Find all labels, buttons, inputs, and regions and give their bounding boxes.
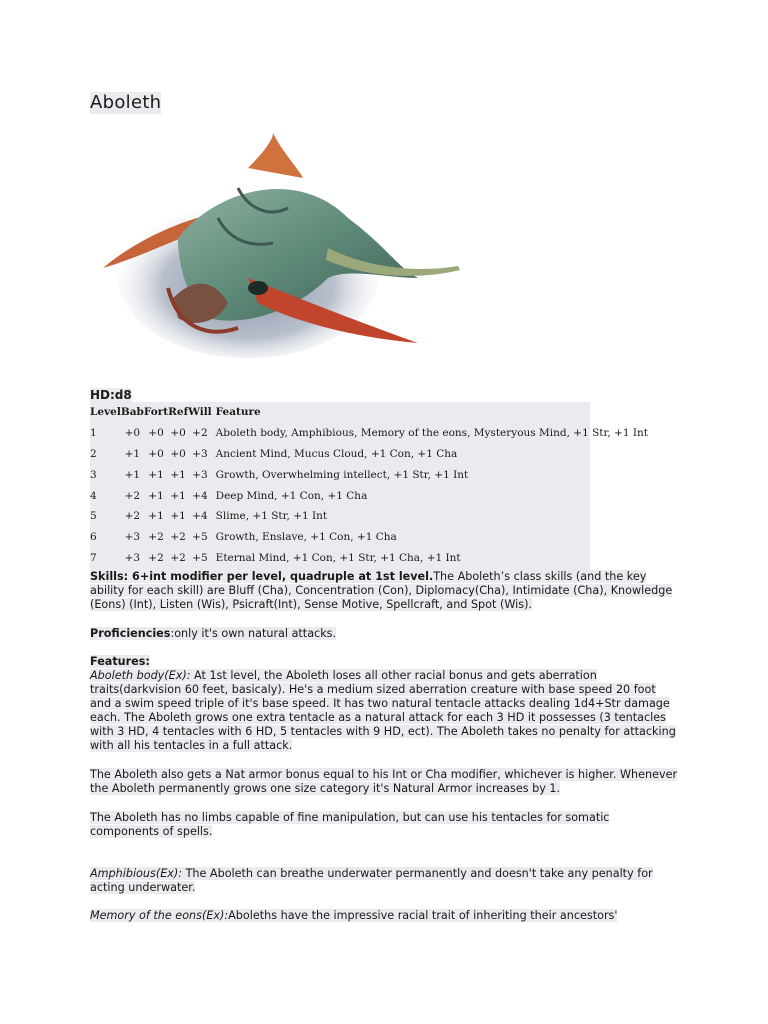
table-row — [90, 485, 648, 506]
table-row — [90, 444, 648, 465]
proficiencies-label: Proficiencies — [90, 627, 171, 640]
feature-cell: Slime, +1 Str, +1 Int — [215, 510, 328, 523]
will-cell: +5 — [192, 531, 208, 544]
bab-cell: +0 — [124, 427, 141, 440]
level-cell: 4 — [90, 489, 97, 502]
fort-cell: +1 — [148, 489, 164, 502]
aboleth-illustration — [98, 128, 468, 360]
column-header-bab: Bab — [120, 406, 144, 419]
bab-cell: +3 — [124, 551, 141, 564]
skills-paragraph — [90, 570, 680, 612]
bab-cell: +1 — [124, 447, 141, 460]
skills-text: The Aboleth’s class skills (and the key ability for each skill) are Bluff (Cha), Concentration (Con), Diplomacy(Cha), Intimidate (Cha), Knowledge (Eons) (Int), Listen (Wis), Psicraft(Int), Sense Motive, Spellcraft, and Spot (Wis). — [90, 570, 673, 611]
ref-cell: +1 — [170, 468, 186, 481]
level-cell: 6 — [90, 531, 97, 544]
amphibious-text: The Aboleth can breathe underwater permanently and doesn't take any penalty for acting underwater. — [90, 867, 653, 894]
table-row — [90, 464, 648, 485]
nat-armor-paragraph — [90, 768, 680, 796]
features-section — [90, 655, 680, 753]
proficiencies-paragraph — [90, 627, 680, 641]
feature-cell: Growth, Enslave, +1 Con, +1 Cha — [215, 531, 397, 544]
feature-cell: Deep Mind, +1 Con, +1 Cha — [215, 489, 368, 502]
column-header-fort: Fort — [143, 406, 169, 419]
table-row — [90, 506, 648, 527]
no-limbs-paragraph — [90, 811, 680, 839]
ref-cell: +2 — [170, 551, 186, 564]
fort-cell: +0 — [148, 447, 164, 460]
bab-cell: +2 — [124, 489, 141, 502]
memory-paragraph — [90, 909, 680, 923]
memory-text: Aboleths have the impressive racial trait of inheriting their ancestors' — [228, 909, 618, 922]
skills-label: Skills: 6+int modifier per level, quadruple at 1st level. — [90, 570, 434, 583]
level-cell: 1 — [90, 427, 97, 440]
column-header-ref: Ref — [168, 406, 189, 419]
bab-cell: +3 — [124, 531, 141, 544]
page-title: Aboleth — [90, 92, 162, 113]
level-cell: 2 — [90, 447, 97, 460]
table-header-row — [90, 402, 648, 423]
bab-cell: +2 — [124, 510, 141, 523]
fort-cell: +0 — [148, 427, 164, 440]
column-header-level: Level — [90, 406, 121, 419]
feature-cell: Ancient Mind, Mucus Cloud, +1 Con, +1 Cha — [215, 447, 458, 460]
class-level-table — [90, 402, 648, 570]
will-cell: +5 — [192, 551, 208, 564]
column-header-feature: Feature — [215, 406, 261, 419]
proficiencies-text: :only it's own natural attacks. — [170, 627, 337, 640]
fort-cell: +2 — [148, 531, 164, 544]
nat-armor-text: The Aboleth also gets a Nat armor bonus equal to his Int or Cha modifier, whichever is higher. Whenever the Aboleth permanently grows one size category it's Natural Armor increases by 1. — [90, 768, 678, 795]
will-cell: +2 — [192, 427, 208, 440]
ref-cell: +0 — [170, 427, 186, 440]
memory-label: Memory of the eons(Ex): — [90, 909, 229, 922]
column-header-will: Will — [188, 406, 212, 419]
ref-cell: +1 — [170, 510, 186, 523]
feature-cell: Growth, Overwhelming intellect, +1 Str, +1 Int — [215, 468, 469, 481]
level-cell: 5 — [90, 510, 97, 523]
aboleth-body-label: Aboleth body(Ex): — [90, 669, 191, 682]
will-cell: +3 — [192, 447, 208, 460]
hit-die-label: HD:d8 — [90, 388, 132, 402]
will-cell: +4 — [192, 489, 208, 502]
bab-cell: +1 — [124, 468, 141, 481]
amphibious-paragraph — [90, 867, 680, 895]
will-cell: +3 — [192, 468, 208, 481]
features-heading: Features: — [90, 655, 150, 668]
table-row — [90, 423, 648, 444]
ref-cell: +0 — [170, 447, 186, 460]
amphibious-label: Amphibious(Ex): — [90, 867, 183, 880]
aboleth-body-text: At 1st level, the Aboleth loses all other racial bonus and gets aberration traits(darkvision 60 feet, basicaly). He's a medium sized aberration creature with base speed 20 foot and a swim speed triple of it's base speed. It has two natural tentacle attacks dealing 1d4+Str damage each. The Aboleth grows one extra tentacle as a natural attack for each 3 HD it possesses (3 tentacles with 3 HD, 4 tentacles with 6 HD, 5 tentacles with 9 HD, ect). The Aboleth takes no penalty for attacking with all his tentacles in a full attack. — [90, 669, 676, 752]
table-row — [90, 527, 648, 548]
feature-cell: Eternal Mind, +1 Con, +1 Str, +1 Cha, +1 Int — [215, 551, 461, 564]
ref-cell: +1 — [170, 489, 186, 502]
table-row — [90, 548, 648, 569]
fort-cell: +1 — [148, 510, 164, 523]
feature-cell: Aboleth body, Amphibious, Memory of the eons, Mysteryous Mind, +1 Str, +1 Int — [215, 427, 648, 440]
level-cell: 7 — [90, 551, 97, 564]
no-limbs-text: The Aboleth has no limbs capable of fine manipulation, but can use his tentacles for somatic components of spells. — [90, 811, 610, 838]
fort-cell: +2 — [148, 551, 164, 564]
fort-cell: +1 — [148, 468, 164, 481]
will-cell: +4 — [192, 510, 208, 523]
level-cell: 3 — [90, 468, 97, 481]
ref-cell: +2 — [170, 531, 186, 544]
